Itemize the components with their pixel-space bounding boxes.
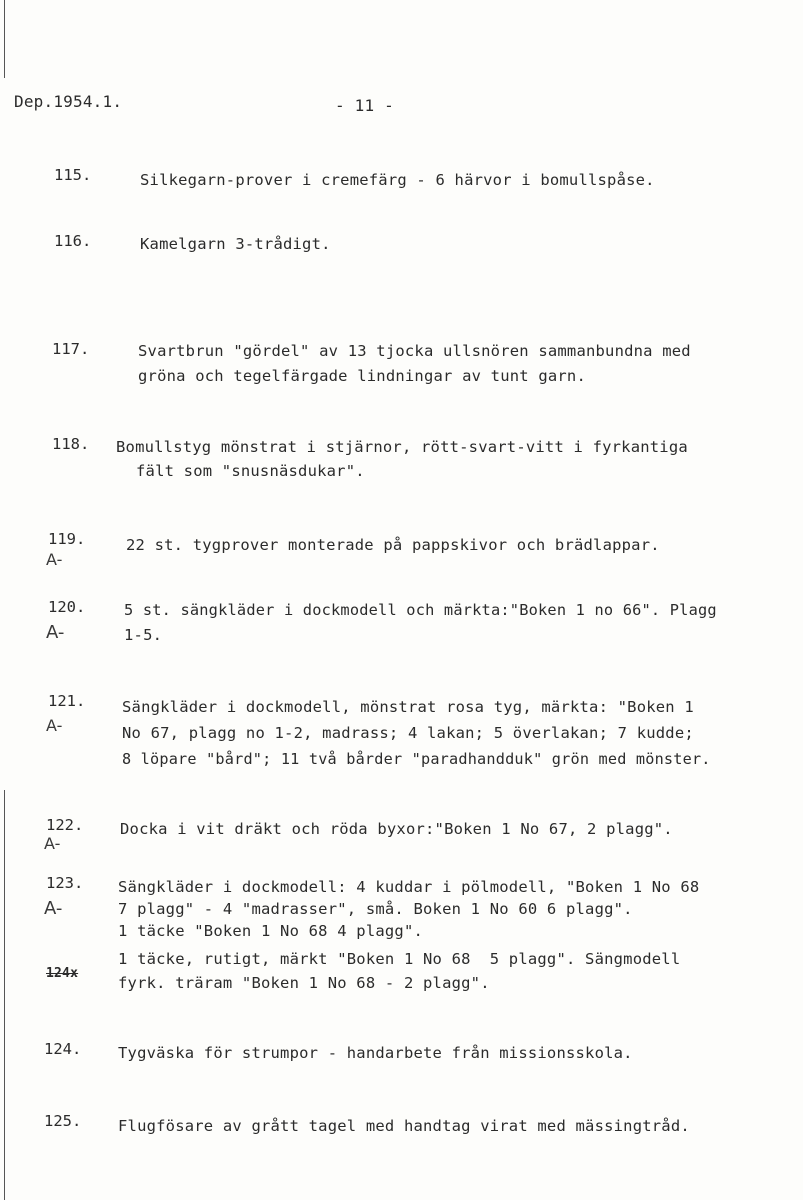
document-reference: Dep.1954.1. — [14, 92, 123, 111]
entry-123-struck-number: 124x — [46, 966, 79, 981]
entry-number-120: 120. — [48, 598, 86, 616]
page-edge-line-top — [4, 0, 5, 78]
entry-121-line-1: Sängkläder i dockmodell, mönstrat rosa tyg, märkta: "Boken 1 — [122, 698, 694, 716]
entry-121-handwritten-mark: A- — [46, 716, 63, 735]
entry-number-117: 117. — [52, 340, 90, 358]
entry-118-line-2: fält som "snusnäsdukar". — [136, 462, 365, 480]
entry-number-124: 124. — [44, 1040, 82, 1058]
entry-120-handwritten-mark: A- — [46, 622, 65, 643]
entry-123-line-1: Sängkläder i dockmodell: 4 kuddar i pölmodell, "Boken 1 No 68 — [118, 878, 700, 896]
entry-number-116: 116. — [54, 232, 92, 250]
entry-123-handwritten-mark: A- — [44, 898, 63, 919]
entry-120-line-1: 5 st. sängkläder i dockmodell och märkta:"Boken 1 no 66". Plagg — [124, 601, 717, 619]
entry-115-line-1: Silkegarn-prover i cremefärg - 6 härvor i bomullspåse. — [140, 171, 655, 189]
entry-122-line-1: Docka i vit dräkt och röda byxor:"Boken 1 No 67, 2 plagg". — [120, 820, 673, 838]
entry-123-line-5: fyrk. träram "Boken 1 No 68 - 2 plagg". — [118, 974, 490, 992]
entry-123-line-4: 1 täcke, rutigt, märkt "Boken 1 No 68 5 plagg". Sängmodell — [118, 950, 681, 968]
entry-number-122: 122. — [46, 816, 84, 834]
entry-123-line-3: 1 täcke "Boken 1 No 68 4 plagg". — [118, 922, 424, 940]
entry-number-119: 119. — [48, 530, 86, 548]
entry-117-line-2: gröna och tegelfärgade lindningar av tunt garn. — [138, 367, 586, 385]
entry-number-118: 118. — [52, 435, 90, 453]
entry-119-handwritten-mark: A- — [46, 550, 63, 569]
entry-number-121: 121. — [48, 692, 86, 710]
entry-124-line-1: Tygväska för strumpor - handarbete från missionsskola. — [118, 1044, 633, 1062]
entry-122-handwritten-mark: A- — [44, 834, 61, 853]
entry-121-line-3: 8 löpare "bård"; 11 två bårder "paradhandduk" grön med mönster. — [122, 750, 711, 768]
page-edge-line-bottom — [4, 790, 5, 1200]
page-number: - 11 - — [335, 96, 394, 115]
entry-125-line-1: Flugfösare av grått tagel med handtag virat med mässingtråd. — [118, 1117, 690, 1135]
entry-123-line-2: 7 plagg" - 4 "madrasser", små. Boken 1 No 60 6 plagg". — [118, 900, 633, 918]
entry-118-line-1: Bomullstyg mönstrat i stjärnor, rött-svart-vitt i fyrkantiga — [116, 438, 688, 456]
entry-number-125: 125. — [44, 1112, 82, 1130]
entry-120-line-2: 1-5. — [124, 626, 163, 644]
entry-119-line-1: 22 st. tygprover monterade på pappskivor och brädlappar. — [126, 536, 660, 554]
entry-number-115: 115. — [54, 166, 92, 184]
entry-121-line-2: No 67, plagg no 1-2, madrass; 4 lakan; 5 överlakan; 7 kudde; — [122, 724, 694, 742]
entry-number-123: 123. — [46, 874, 84, 892]
entry-116-line-1: Kamelgarn 3-trådigt. — [140, 235, 331, 253]
entry-117-line-1: Svartbrun "gördel" av 13 tjocka ullsnören sammanbundna med — [138, 342, 691, 360]
